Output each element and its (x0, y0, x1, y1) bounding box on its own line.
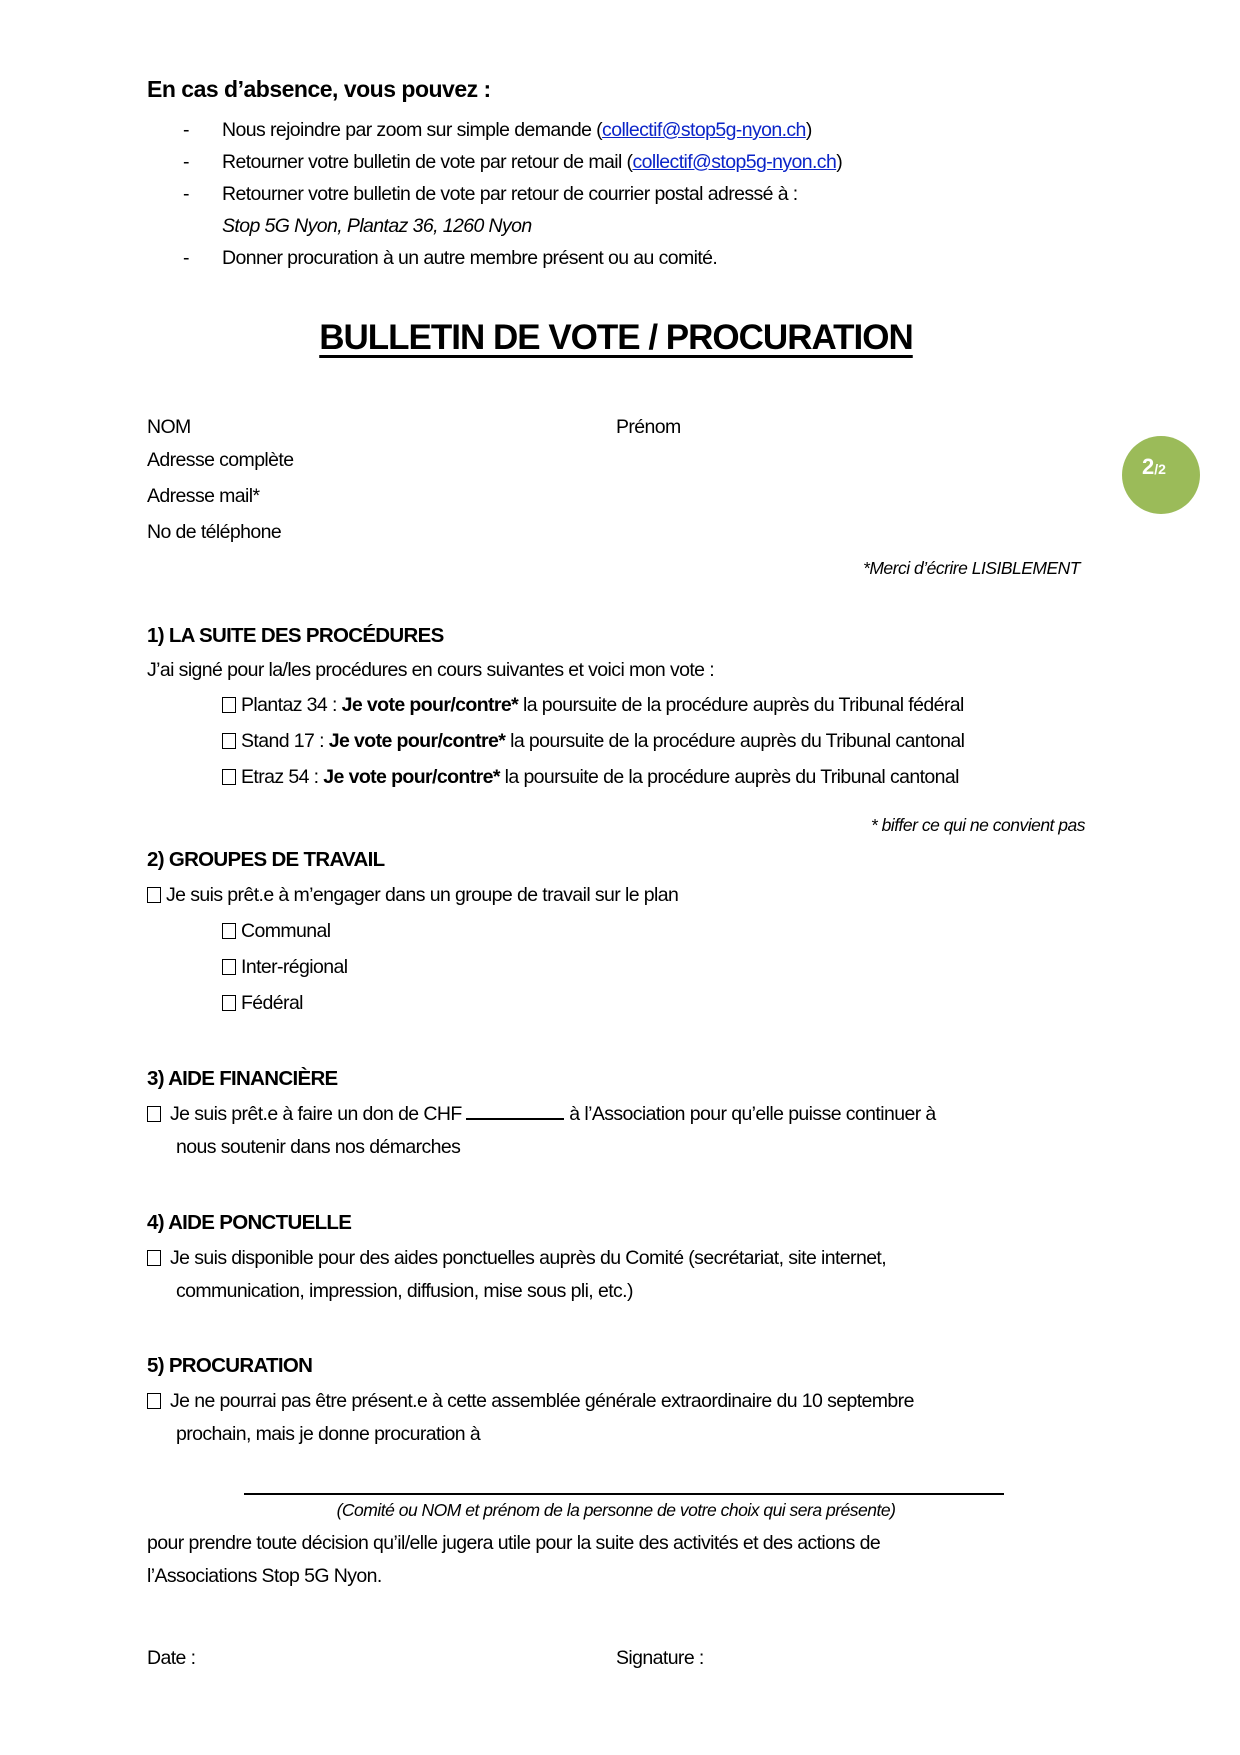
vote-choice: Je vote pour/contre* (341, 694, 519, 716)
work-group-text: Je suis prêt.e à m’engager dans un groupe de travail sur le plan (166, 884, 679, 906)
donation-line-2: nous soutenir dans nos démarches (176, 1136, 461, 1158)
bullet-dash: - (183, 183, 189, 205)
section-1-intro: J’ai signé pour la/les procédures en cours suivantes et voici mon vote : (147, 659, 715, 681)
work-group-option (222, 920, 330, 943)
nom-label: NOM (147, 416, 191, 438)
checkbox[interactable] (147, 1250, 161, 1266)
checkbox[interactable] (222, 769, 236, 785)
absence-item-text: ) (805, 119, 812, 141)
work-group-option (222, 992, 303, 1015)
procedure-place: Plantaz 34 : (241, 694, 342, 716)
work-group-item (147, 884, 678, 907)
signature-label: Signature : (616, 1647, 704, 1669)
procedure-place: Etraz 54 : (241, 766, 324, 788)
prenom-label: Prénom (616, 416, 681, 438)
help-item (147, 1247, 886, 1270)
proxy-caption: (Comité ou NOM et prénom de la personne de votre choix qui sera présente) (336, 1500, 896, 1520)
option-label: Communal (241, 920, 331, 942)
bullet-dash: - (183, 247, 189, 269)
bullet-dash: - (183, 119, 189, 141)
postal-address: Stop 5G Nyon, Plantaz 36, 1260 Nyon (222, 215, 532, 237)
procedure-item (222, 730, 964, 753)
absence-item-4: Donner procuration à un autre membre présent ou au comité. (222, 247, 718, 269)
bullet-dash: - (183, 151, 189, 173)
option-label: Inter-régional (241, 956, 348, 978)
checkbox[interactable] (147, 1106, 161, 1122)
checkbox[interactable] (222, 959, 236, 975)
date-label: Date : (147, 1647, 196, 1669)
closing-line-2: l’Associations Stop 5G Nyon. (147, 1565, 382, 1587)
procedure-place: Stand 17 : (241, 730, 329, 752)
section-2-heading: 2) GROUPES DE TRAVAIL (147, 848, 385, 871)
vote-choice: Je vote pour/contre* (323, 766, 500, 788)
email-link[interactable]: collectif@stop5g-nyon.ch (632, 151, 837, 173)
proxy-name-field[interactable] (244, 1493, 1004, 1495)
address-label: Adresse complète (147, 449, 294, 471)
absence-item-2 (222, 151, 842, 174)
procedure-text: la poursuite de la procédure auprès du Tribunal cantonal (505, 730, 965, 752)
donation-text: Je suis prêt.e à faire un don de CHF (170, 1103, 467, 1125)
work-group-option (222, 956, 348, 979)
absence-heading: En cas d’absence, vous pouvez : (147, 76, 491, 102)
section-3-heading: 3) AIDE FINANCIÈRE (147, 1067, 338, 1090)
email-label: Adresse mail* (147, 485, 260, 507)
page-number-badge (1122, 436, 1200, 514)
checkbox[interactable] (147, 887, 161, 903)
proxy-text: Je ne pourrai pas être présent.e à cette assemblée générale extraordinaire du 10 septembre (170, 1390, 914, 1412)
vote-choice: Je vote pour/contre* (328, 730, 506, 752)
proxy-line-2: prochain, mais je donne procuration à (176, 1423, 481, 1445)
proxy-item (147, 1390, 914, 1413)
section-4-heading: 4) AIDE PONCTUELLE (147, 1211, 352, 1234)
section-1-heading: 1) LA SUITE DES PROCÉDURES (147, 624, 444, 647)
checkbox[interactable] (222, 923, 236, 939)
help-text: Je suis disponible pour des aides ponctuelles auprès du Comité (secrétariat, site internet, (170, 1247, 887, 1269)
absence-item-text: ) (836, 151, 843, 173)
phone-label: No de téléphone (147, 521, 282, 543)
legibility-note: *Merci d’écrire LISIBLEMENT (863, 558, 1080, 578)
procedure-item (222, 766, 959, 789)
procedure-text: la poursuite de la procédure auprès du Tribunal cantonal (499, 766, 959, 788)
donation-amount-field[interactable] (466, 1118, 564, 1120)
absence-item-1 (222, 119, 812, 142)
checkbox[interactable] (222, 995, 236, 1011)
procedure-text: la poursuite de la procédure auprès du Tribunal fédéral (518, 694, 964, 716)
section-5-heading: 5) PROCURATION (147, 1354, 313, 1377)
absence-item-3: Retourner votre bulletin de vote par retour de courrier postal adressé à : (222, 183, 798, 205)
checkbox[interactable] (147, 1393, 161, 1409)
donation-text: à l’Association pour qu’elle puisse continuer à (564, 1103, 936, 1125)
option-label: Fédéral (241, 992, 303, 1014)
procedure-item (222, 694, 964, 717)
strike-note: * biffer ce qui ne convient pas (870, 815, 1085, 835)
page-total: /2 (1154, 461, 1166, 477)
checkbox[interactable] (222, 697, 236, 713)
help-line-2: communication, impression, diffusion, mise sous pli, etc.) (176, 1280, 633, 1302)
donation-item (147, 1103, 936, 1126)
page-title: BULLETIN DE VOTE / PROCURATION (319, 318, 913, 357)
absence-item-text: Retourner votre bulletin de vote par retour de mail ( (222, 151, 633, 173)
page-number (1142, 454, 1166, 480)
email-link[interactable]: collectif@stop5g-nyon.ch (602, 119, 806, 141)
absence-item-text: Nous rejoindre par zoom sur simple demande ( (222, 119, 603, 141)
closing-line-1: pour prendre toute décision qu’il/elle jugera utile pour la suite des activités et des actions de (147, 1532, 881, 1554)
checkbox[interactable] (222, 733, 236, 749)
page-current: 2 (1142, 454, 1155, 479)
